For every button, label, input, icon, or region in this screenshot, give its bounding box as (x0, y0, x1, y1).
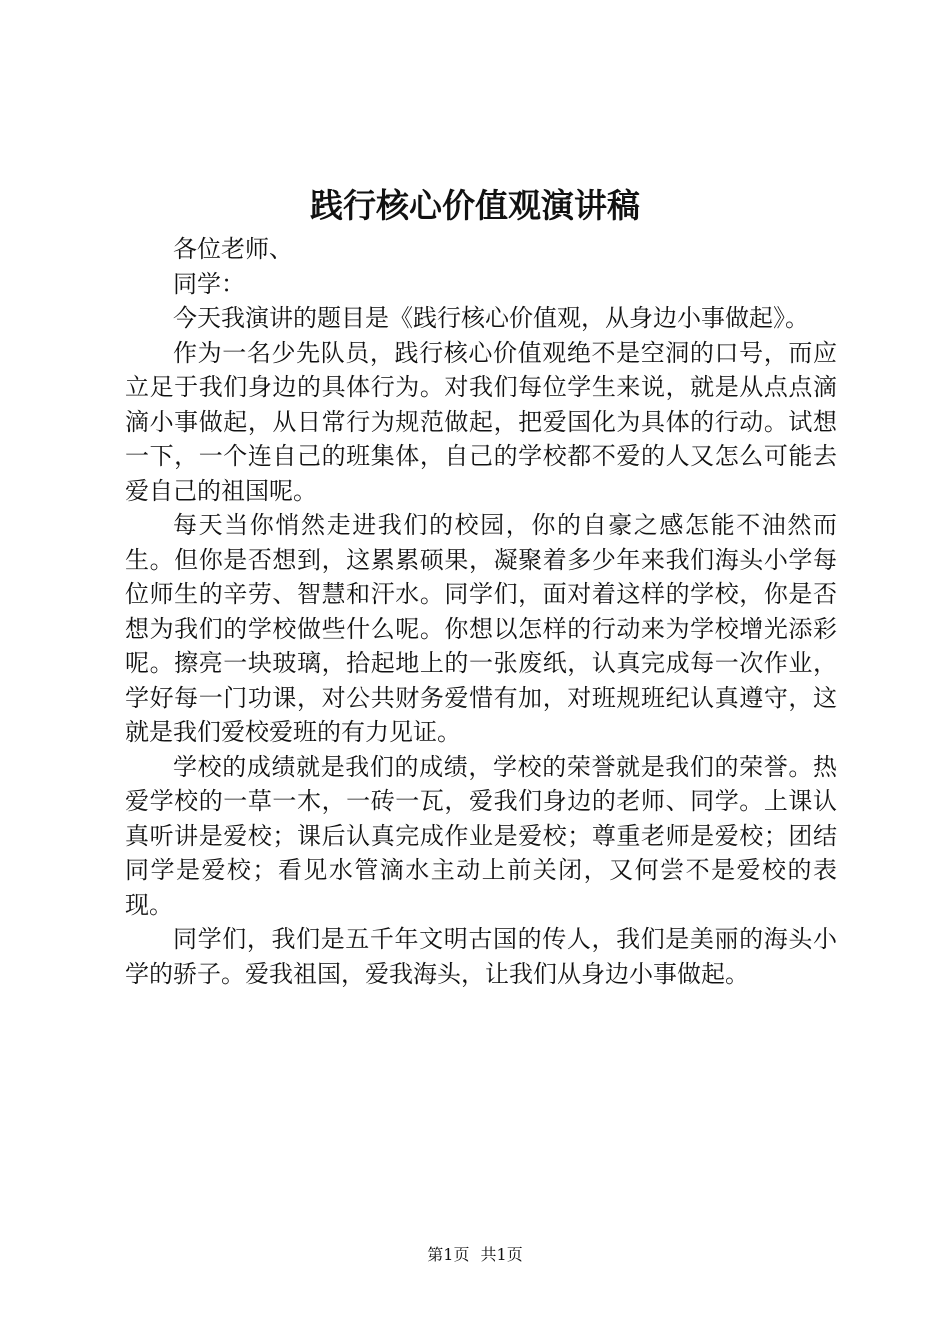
paragraph-2: 作为一名少先队员，践行核心价值观绝不是空洞的口号，而应立足于我们身边的具体行为。对我们每位学生来说，就是从点点滴滴小事做起，从日常行为规范做起，把爱国化为具体的行动。试想一下，一个连自己的班集体，自己的学校都不爱的人又怎么可能去爱自己的祖国呢。 (125, 338, 837, 505)
page-number: 第1页 (427, 1245, 470, 1264)
document-title: 践行核心价值观演讲稿 (310, 186, 640, 225)
document-body (125, 232, 837, 991)
paragraph-4: 学校的成绩就是我们的成绩，学校的荣誉就是我们的荣誉。热爱学校的一草一木，一砖一瓦，爱我们身边的老师、同学。上课认真听讲是爱校；课后认真完成作业是爱校；尊重老师是爱校；团结同学是爱校；看见水管滴水主动上前关闭，又何尝不是爱校的表现。 (125, 752, 837, 919)
paragraph-5: 同学们，我们是五千年文明古国的传人，我们是美丽的海头小学的骄子。爱我祖国，爱我海头，让我们从身边小事做起。 (125, 925, 837, 988)
page-footer (0, 1244, 950, 1266)
salutation-line-1: 各位老师、 (173, 235, 293, 263)
salutation-line-2: 同学： (173, 269, 245, 298)
paragraph-3: 每天当你悄然走进我们的校园，你的自豪之感怎能不油然而生。但你是否想到，这累累硕果，凝聚着多少年来我们海头小学每位师生的辛劳、智慧和汗水。同学们，面对着这样的学校，你是否想为我们的学校做些什么呢。你想以怎样的行动来为学校增光添彩呢。擦亮一块玻璃，拾起地上的一张废纸，认真完成每一次作业，学好每一门功课，对公共财务爱惜有加，对班规班纪认真遵守，这就是我们爱校爱班的有力见证。 (125, 511, 837, 746)
paragraph-intro: 今天我演讲的题目是《践行核心价值观，从身边小事做起》。 (173, 304, 809, 332)
page-total: 共1页 (480, 1245, 523, 1264)
